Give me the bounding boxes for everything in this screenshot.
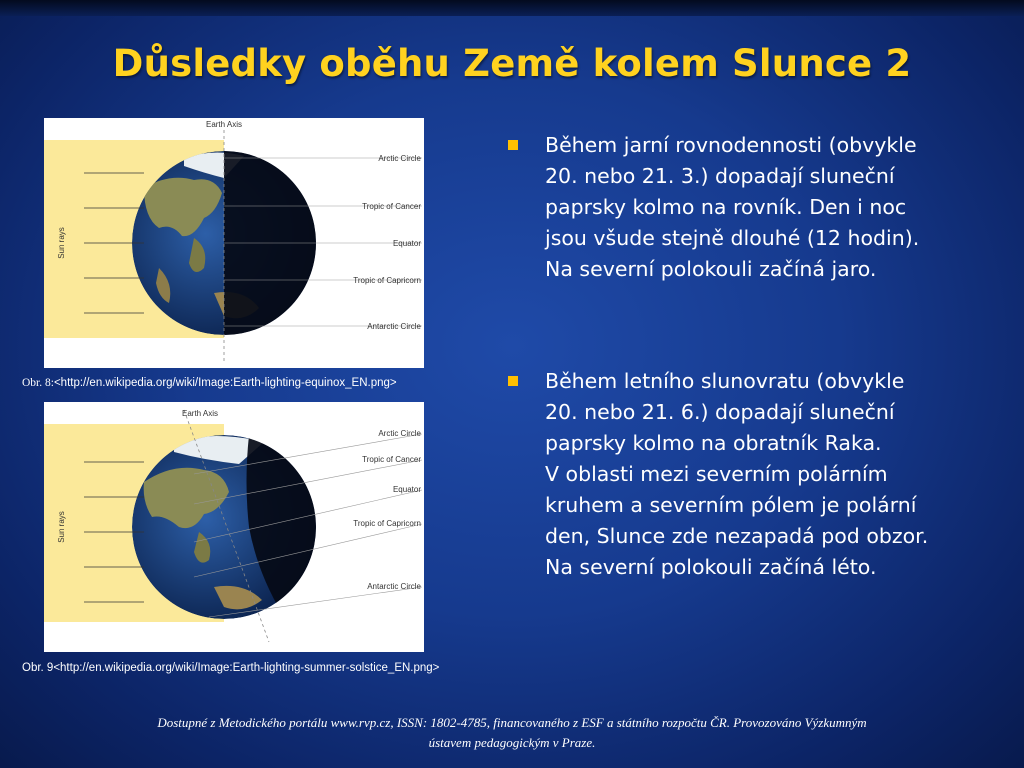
- footer-line-2: ústavem pedagogickým v Praze.: [428, 735, 596, 750]
- equator-label: Equator: [392, 239, 421, 248]
- footer-attribution: [0, 713, 1024, 753]
- bullet-line: den, Slunce zde nezapadá pod obzor.: [545, 524, 929, 548]
- bullet-line: paprsky kolmo na rovník. Den i noc: [545, 195, 907, 219]
- bullet-equinox: [505, 130, 919, 285]
- bullet-line: 20. nebo 21. 6.) dopadají sluneční: [545, 400, 895, 424]
- bullet-line: 20. nebo 21. 3.) dopadají sluneční: [545, 164, 895, 188]
- tropic-of-capricorn-label: Tropic of Capricorn: [353, 276, 421, 285]
- equator-label: Equator: [392, 485, 421, 494]
- bullet-line: paprsky kolmo na obratník Raka.: [545, 431, 882, 455]
- earth-axis-label: Earth Axis: [205, 120, 243, 129]
- arctic-circle-label: Arctic Circle: [378, 429, 421, 438]
- bullet-line: Na severní polokouli začíná léto.: [545, 555, 877, 579]
- solstice-diagram: [44, 402, 424, 652]
- top-dark-band: [0, 0, 1024, 16]
- bullet-line: jsou všude stejně dlouhé (12 hodin).: [545, 226, 920, 250]
- solstice-diagram-svg: [44, 402, 424, 652]
- antarctic-circle-label: Antarctic Circle: [367, 582, 421, 591]
- figure-8-caption: [22, 377, 397, 389]
- bullet-line: Během jarní rovnodennosti (obvykle: [545, 133, 917, 157]
- figure-8-caption-prefix: Obr. 8:: [22, 377, 54, 389]
- earth-axis-label: Earth Axis: [182, 409, 219, 418]
- tropic-of-cancer-label: Tropic of Cancer: [362, 455, 421, 464]
- equinox-diagram-svg: [44, 118, 424, 368]
- equinox-diagram: [44, 118, 424, 368]
- bullet-marker-icon: [508, 140, 518, 150]
- figure-8-caption-url: <http://en.wikipedia.org/wiki/Image:Earth-lighting-equinox_EN.png>: [53, 377, 397, 389]
- bullet-line: Během letního slunovratu (obvykle: [545, 369, 905, 393]
- bullet-solstice: [505, 366, 928, 583]
- tropic-of-capricorn-label: Tropic of Capricorn: [353, 519, 421, 528]
- night-side: [224, 148, 324, 348]
- bullet-line: V oblasti mezi severním polárním: [545, 462, 888, 486]
- bullet-line: kruhem a severním pólem je polární: [545, 493, 917, 517]
- sun-rays-label: Sun rays: [57, 227, 66, 259]
- bullet-line: Na severní polokouli začíná jaro.: [545, 257, 877, 281]
- arctic-circle-label: Arctic Circle: [378, 154, 421, 163]
- slide-title: Důsledky oběhu Země kolem Slunce 2: [112, 42, 912, 85]
- bullet-marker-icon: [508, 376, 518, 386]
- sun-rays-label: Sun rays: [57, 511, 66, 543]
- footer-line-1: Dostupné z Metodického portálu www.rvp.cz, ISSN: 1802-4785, financovaného z ESF a státního rozpočtu ČR. Provozováno Výzkumným: [157, 715, 867, 730]
- antarctic-circle-label: Antarctic Circle: [367, 322, 421, 331]
- tropic-of-cancer-label: Tropic of Cancer: [362, 202, 421, 211]
- figure-9-caption: Obr. 9<http://en.wikipedia.org/wiki/Image:Earth-lighting-summer-solstice_EN.png>: [22, 662, 440, 674]
